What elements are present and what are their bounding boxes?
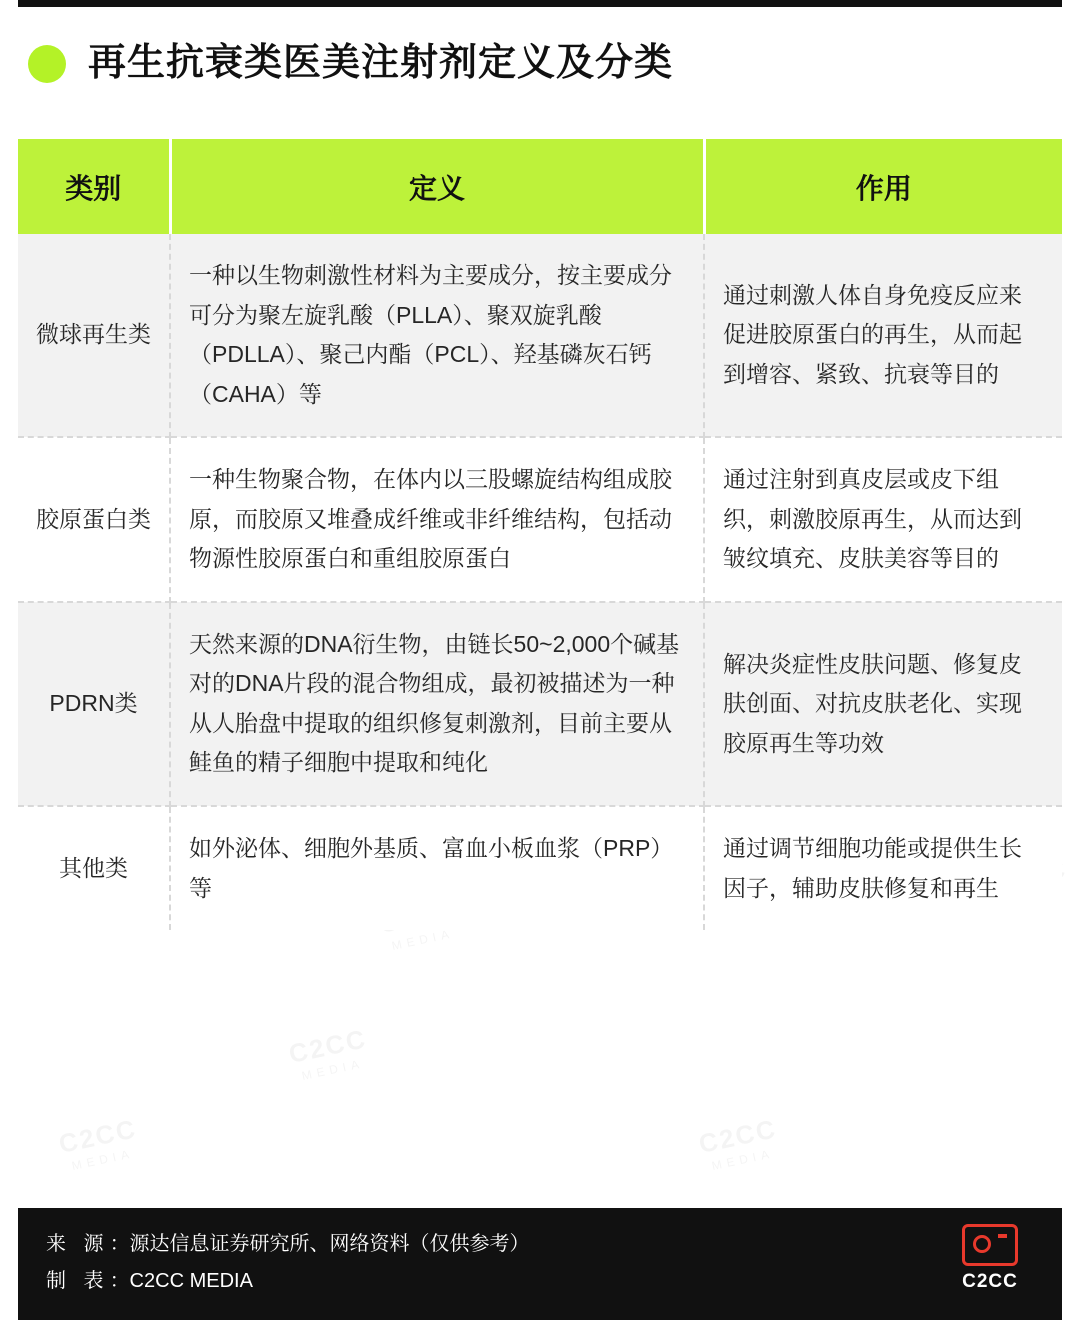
row-definition: 天然来源的DNA衍生物，由链长50~2,000个碱基对的DNA片段的混合物组成，最初被描述为一种从人胎盘中提取的组织修复刺激剂，目前主要从鲑鱼的精子细胞中提取和纯化 [170,602,704,806]
row-effect: 通过调节细胞功能或提供生长因子，辅助皮肤修复和再生 [704,806,1062,930]
footer-maker-label: 制 表 [46,1270,110,1292]
row-category: PDRN类 [18,602,170,806]
table-header-category: 类别 [18,139,170,234]
watermark [286,1022,373,1085]
footer-maker-line [46,1263,1034,1300]
table-row [18,602,1062,806]
row-category: 微球再生类 [18,234,170,437]
footer-source-value: ：源达信息证券研究所、网络资料（仅供参考） [109,1233,530,1255]
watermark [696,1112,783,1175]
footer-bar [18,1208,1062,1320]
row-effect: 解决炎症性皮肤问题、修复皮肤创面、对抗皮肤老化、实现胶原再生等功效 [704,602,1062,806]
table-row [18,437,1062,602]
footer-source-label: 来 源 [46,1233,110,1255]
row-definition: 一种以生物刺激性材料为主要成分，按主要成分可分为聚左旋乳酸（PLLA）、聚双旋乳酸（PDLLA）、聚己内酯（PCL）、羟基磷灰石钙（CAHA）等 [170,234,704,437]
table-header-effect: 作用 [704,139,1062,234]
footer-maker-value: ：C2CC MEDIA [109,1270,253,1292]
footer-source-line [46,1226,1034,1263]
classification-table [18,139,1062,930]
table-header-definition: 定义 [170,139,704,234]
brand-logo [944,1224,1036,1293]
table-row [18,234,1062,437]
page-title: 再生抗衰类医美注射剂定义及分类 [88,42,674,85]
row-category: 胶原蛋白类 [18,437,170,602]
row-definition: 一种生物聚合物，在体内以三股螺旋结构组成胶原，而胶原又堆叠成纤维或非纤维结构，包括动物源性胶原蛋白和重组胶原蛋白 [170,437,704,602]
logo-text: C2CC [962,1271,1018,1292]
table-row [18,806,1062,930]
row-definition: 如外泌体、细胞外基质、富血小板血浆（PRP）等 [170,806,704,930]
title-row [18,28,1062,100]
camera-icon [962,1224,1018,1266]
row-category: 其他类 [18,806,170,930]
table-header-row [18,139,1062,234]
row-effect: 通过刺激人体自身免疫反应来促进胶原蛋白的再生，从而起到增容、紧致、抗衰等目的 [704,234,1062,437]
bullet-dot-icon [28,45,66,83]
top-rule [18,0,1062,7]
watermark [56,1112,143,1175]
row-effect: 通过注射到真皮层或皮下组织，刺激胶原再生，从而达到皱纹填充、皮肤美容等目的 [704,437,1062,602]
